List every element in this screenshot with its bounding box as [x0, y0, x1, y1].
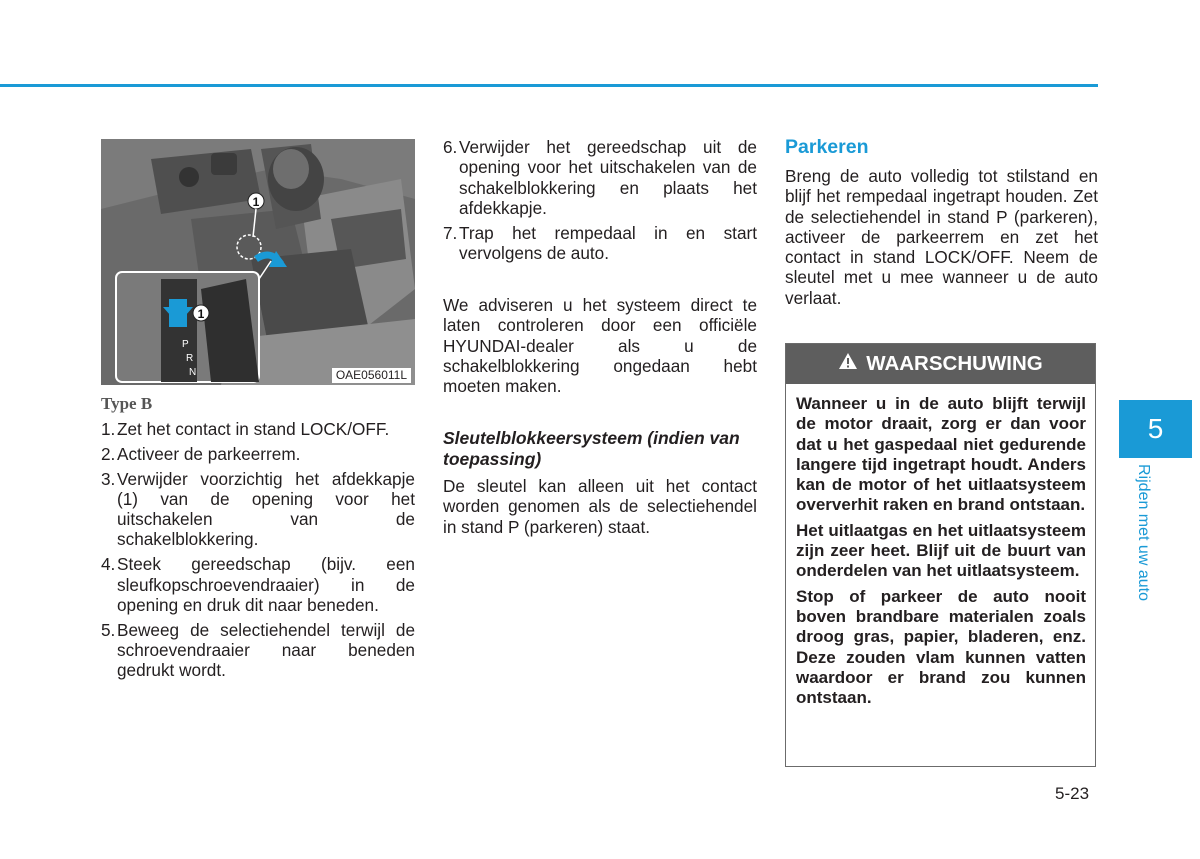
warning-title: WAARSCHUWING — [866, 352, 1043, 375]
chapter-tab: 5 — [1119, 400, 1192, 458]
warning-paragraph: Wanneer u in de auto blijft terwijl de motor draait, zorg er dan voor dat u het gaspedaal niet gedurende langere tijd ingetrapt houdt. Anders kan de motor of het uitlaatsysteem oververhit raken en brand ontstaan. — [796, 394, 1086, 515]
warning-paragraph: Stop of parkeer de auto nooit boven brandbare materialen zoals droog gras, papier, bladeren, enz. Deze zouden vlam kunnen vatten waardoor er brand zou kunnen ontstaan. — [796, 586, 1086, 708]
list-item: 7. Trap het rempedaal in en start vervolgens de auto. — [443, 222, 757, 263]
list-item: 1. Zet het contact in stand LOCK/OFF. — [101, 419, 390, 439]
gear-shifter-photo — [101, 139, 415, 385]
warning-box — [785, 343, 1096, 767]
list-item: 5. Beweeg de selectiehendel terwijl de schroevendraaier naar beneden gedrukt wordt. — [101, 619, 415, 681]
advice-paragraph: We adviseren u het systeem direct te laten controleren door een officiële HYUNDAI-dealer als u de schakelblokkering ongedaan hebt moeten maken. — [443, 295, 757, 397]
gear-letter-r: R — [186, 353, 194, 364]
callout-number-top: 1 — [252, 195, 260, 209]
page-number: 5-23 — [1055, 784, 1090, 803]
callout-number-bottom: 1 — [197, 307, 205, 321]
list-item: 3. Verwijder voorzichtig het afdekkapje (1) van de opening voor het uitschakelen van de schakelblokkering. — [101, 468, 415, 550]
header-rule — [0, 84, 1098, 87]
list-item: 6. Verwijder het gereedschap uit de opening voor het uitschakelen van de schakelblokkering en plaats het afdekkapje. — [443, 137, 757, 218]
list-item: 2. Activeer de parkeerrem. — [101, 443, 301, 464]
parkeren-heading: Parkeren — [785, 136, 869, 158]
steps-list-b — [443, 137, 757, 268]
warning-paragraph: Het uitlaatgas en het uitlaatsysteem zijn zeer heet. Blijf uit de buurt van onderdelen van het uitlaatsysteem. — [796, 520, 1086, 581]
warning-header — [786, 344, 1095, 384]
steps-list-a — [101, 419, 415, 685]
warning-body — [786, 384, 1095, 708]
gear-letter-n: N — [189, 367, 197, 378]
chapter-title: Rijden met uw auto — [1135, 464, 1152, 601]
figure-caption: Type B — [101, 394, 153, 413]
parkeren-paragraph: Breng de auto volledig tot stilstand en blijf het rempedaal ingetrapt houden. Zet de selectiehendel in stand P (parkeren), activeer de parkeerrem en zet het contact in stand LOCK/OFF. Neem de sleutel met u mee wanneer u de auto verlaat. — [785, 166, 1098, 308]
figure-code: OAE056011L — [332, 368, 411, 383]
shifter-illustration — [101, 139, 415, 385]
chapter-title-vertical — [1130, 464, 1154, 624]
list-item: 4. Steek gereedschap (bijv. een sleufkopschroevendraaier) in de opening en druk dit naar beneden. — [101, 554, 415, 615]
sleutel-paragraph: De sleutel kan alleen uit het contact worden genomen als de selectiehendel in stand P (parkeren) staat. — [443, 476, 757, 537]
warning-triangle-icon — [838, 352, 858, 376]
sleutel-heading: Sleutelblokkeersysteem (indien van toepassing) — [443, 428, 740, 469]
gear-letter-p: P — [182, 339, 189, 350]
